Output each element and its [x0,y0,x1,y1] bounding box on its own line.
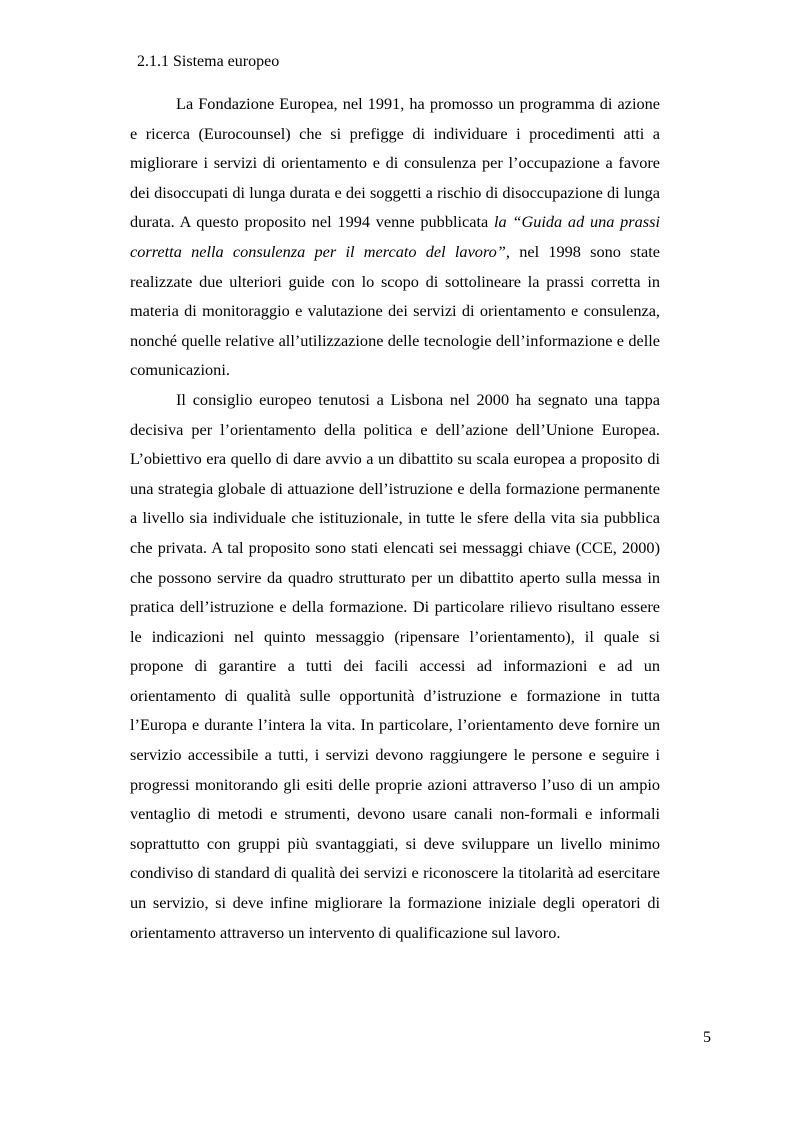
paragraph-1-italic-title: la “Guida ad una prassi corretta nella consulenza per il mercato del lavoro” [130,212,660,261]
body-text [130,89,660,947]
paragraph-1-text-start: La Fondazione Europea, nel 1991, ha promosso un programma di azione e ricerca (Eurocounsel) che si prefigge di individuare i procedimenti atti a migliorare i servizi di orientamento e di consulenza per l’occupazione a favore dei disoccupati di lunga durata e dei soggetti a rischio di disoccupazione di lunga durata. A questo proposito nel 1994 venne pubblicata [130,94,660,232]
paragraph-1 [130,89,660,385]
paragraph-2: Il consiglio europeo tenutosi a Lisbona nel 2000 ha segnato una tappa decisiva per l’orientamento della politica e dell’azione dell’Unione Europea. L’obiettivo era quello di dare avvio a un dibattito su scala europea a proposito di una strategia globale di attuazione dell’istruzione e della formazione permanente a livello sia individuale che istituzionale, in tutte le sfere della vita sia pubblica che privata. A tal proposito sono stati elencati sei messaggi chiave (CCE, 2000) che possono servire da quadro strutturato per un dibattito aperto sulla messa in pratica dell’istruzione e della formazione. Di particolare rilievo risultano essere le indicazioni nel quinto messaggio (ripensare l’orientamento), il quale si propone di garantire a tutti dei facili accessi ad informazioni e ad un orientamento di qualità sulle opportunità d’istruzione e formazione in tutta l’Europa e durante l’intera la vita. In particolare, l’orientamento deve fornire un servizio accessibile a tutti, i servizi devono raggiungere le persone e seguire i progressi monitorando gli esiti delle proprie azioni attraverso l’uso di un ampio ventaglio di metodi e strumenti, devono usare canali non-formali e informali soprattutto con gruppi più svantaggiati, si deve sviluppare un livello minimo condiviso di standard di qualità dei servizi e riconoscere la titolarità ad esercitare un servizio, si deve infine migliorare la formazione iniziale degli operatori di orientamento attraverso un intervento di qualificazione sul lavoro. [130,389,660,942]
page-number: 5 [703,1029,711,1046]
paragraph-1-text-end: , nel 1998 sono state realizzate due ulteriori guide con lo scopo di sottolineare la prassi corretta in materia di monitoraggio e valutazione dei servizi di orientamento e consulenza, nonché quelle relative all’utilizzazione delle tecnologie dell’informazione e delle comunicazioni. [130,241,661,380]
section-heading: 2.1.1 Sistema europeo [137,53,280,70]
